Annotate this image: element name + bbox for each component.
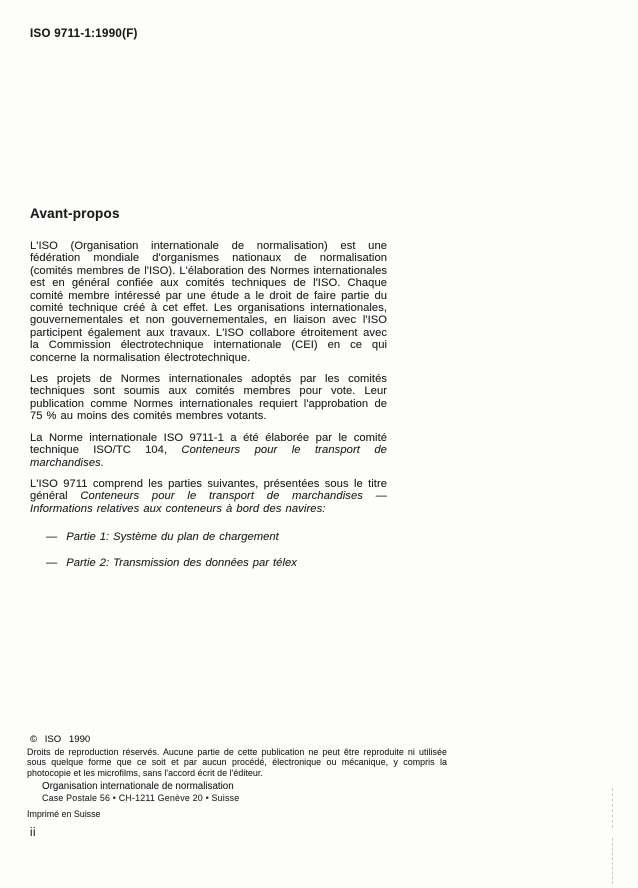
foreword-paragraph-voting: Les projets de Normes internationales adoptés par les comités techniques sont soumis aux comités membres pour vote. Leur publication comme Normes internationales requiert l'approbation de 75 % au moins des comités membres votants. (30, 373, 387, 423)
paragraph-parts-intro-title-italic: Conteneurs pour le transport de marchandises — Informations relatives aux conteneurs à bord des navires: (30, 490, 387, 515)
part-2-label: Partie 2: Transmission des données par télex (66, 556, 297, 569)
foreword-paragraph-parts-intro (30, 478, 387, 515)
printed-in-line: Imprimé en Suisse (27, 808, 101, 819)
copyright-footer (27, 734, 447, 819)
running-header: ISO 9711-1:1990(F) (30, 28, 138, 40)
foreword-paragraph-iso-federation: L'ISO (Organisation internationale de normalisation) est une fédération mondiale d'organismes nationaux de normalisation (comités membres de l'ISO). L'élaboration des Normes internationales est en général confiée aux comités techniques de l'ISO. Chaque comité membre intéressé par une étude a le droit de faire partie du comité technique créé à cet effet. Les organisations internationales, gouvernementales et non gouvernementales, en liaison avec l'ISO participent également aux travaux. L'ISO collabore étroitement avec la Commission électrotechnique internationale (CEI) en ce qui concerne la normalisation électrotechnique. (30, 240, 387, 364)
paragraph-parts-intro-text: L'ISO 9711 comprend les parties suivantes, présentées sous le titre général (30, 477, 387, 503)
rights-reserved-text: Droits de reproduction réservés. Aucune partie de cette publication ne peut être reproduite ni utilisée sous quelque forme que ce soit et par aucun procédé, électronique ou mécanique, y compris la photocopie et les microfilms, sans l'accord écrit de l'éditeur. (27, 747, 447, 778)
publisher-name: Organisation internationale de normalisation (42, 781, 234, 793)
page-number: ii (30, 827, 37, 839)
scan-artifact-line (612, 838, 613, 884)
paragraph-committee-title-italic: Conteneurs pour le transport de marchandises. (30, 444, 387, 469)
foreword-body (30, 240, 387, 582)
copyright-line: © ISO 1990 (30, 734, 91, 745)
list-dash: — (46, 531, 58, 544)
part-1-label: Partie 1: Système du plan de chargement (66, 531, 279, 544)
foreword-paragraph-committee (30, 432, 387, 469)
scan-artifact-line (612, 788, 613, 828)
list-item-part-1 (30, 531, 387, 543)
list-item-part-2 (30, 557, 387, 569)
list-dash: — (46, 556, 58, 569)
paragraph-committee-text: La Norme internationale ISO 9711-1 a été élaborée par le comité technique ISO/TC 104, (30, 431, 387, 457)
foreword-title: Avant-propos (30, 206, 120, 221)
parts-list (30, 531, 387, 569)
publisher-address: Case Postale 56 • CH-1211 Genève 20 • Suisse (42, 792, 240, 803)
